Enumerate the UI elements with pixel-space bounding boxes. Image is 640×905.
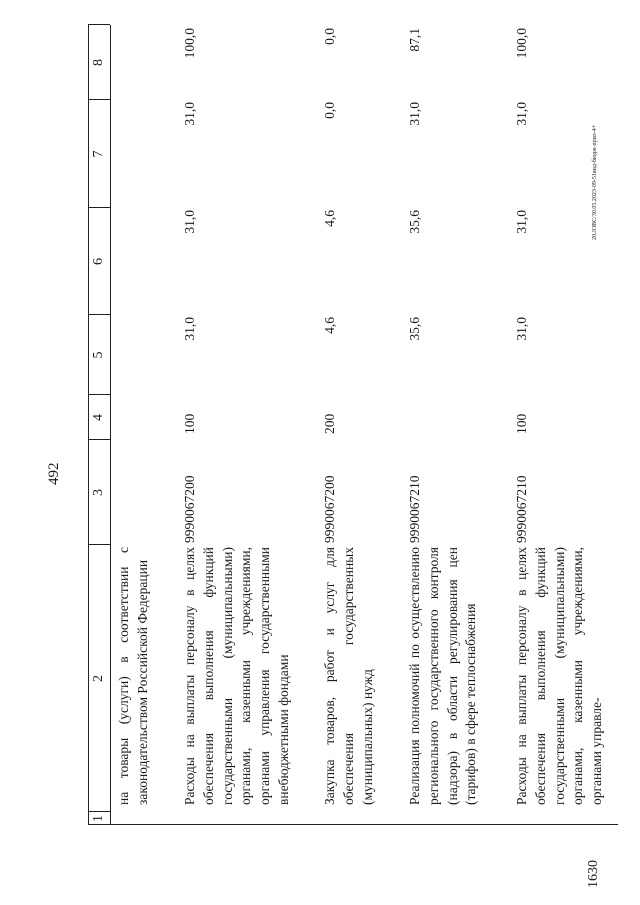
table-row-2-code: 9990067200 bbox=[322, 475, 337, 543]
header-col-5: 5 bbox=[91, 351, 106, 359]
table-row-2-col7: 0,0 bbox=[322, 102, 337, 119]
header-col-4: 4 bbox=[91, 414, 106, 421]
side-page-number: 1630 bbox=[586, 860, 601, 888]
header-col-1: 1 bbox=[91, 815, 106, 822]
table-row-4-col8: 100,0 bbox=[514, 28, 529, 59]
table-row-1-name: Расходы на выплаты персоналу в целях обеспечения выполнения функций государственными (муниципальными) органами, казенными учреждениями, органами управления государственными внебюджетными фондами bbox=[182, 547, 291, 805]
header-col-2: 2 bbox=[91, 675, 106, 682]
table-row-3-col7: 31,0 bbox=[407, 102, 422, 126]
table-row-3-code: 9990067210 bbox=[407, 475, 422, 543]
table-row-1-col8: 100,0 bbox=[182, 28, 197, 59]
table-row-4-col5: 31,0 bbox=[514, 317, 529, 341]
table-row-3-col5: 35,6 bbox=[407, 317, 422, 341]
table-row-4-col6: 31,0 bbox=[514, 210, 529, 234]
header-col-8: 8 bbox=[91, 59, 106, 66]
table-row-1-col6: 31,0 bbox=[182, 210, 197, 234]
table-row-4-name: Расходы на выплаты персоналу в целях обеспечения выполнения функций государственными (муниципальными) органами, казенными учреждениями, органами управле- bbox=[514, 547, 605, 805]
header-col-6: 6 bbox=[91, 258, 106, 265]
table-row-4-col7: 31,0 bbox=[514, 102, 529, 126]
header-bottom-border bbox=[110, 25, 111, 825]
table-row-0-name: на товары (услуги) в соответствии с законодательством Российской Федерации bbox=[116, 547, 150, 805]
header-col-7: 7 bbox=[91, 150, 106, 158]
table-row-2-col8: 0,0 bbox=[322, 28, 337, 45]
table-row-2-name: Закупка товаров, работ и услуг для обеспечения государственных (муниципальных) нужд bbox=[322, 547, 375, 805]
rotated-budget-page bbox=[18, 25, 618, 888]
col-border-0 bbox=[88, 824, 618, 825]
table-row-2-col6: 4,6 bbox=[322, 210, 337, 227]
table-row-3-col6: 35,6 bbox=[407, 210, 422, 234]
table-row-3-name: Реализация полномочий по осуществлению регионального государственного контроля (надзора) в области регулирования цен (тарифов) в сфере теплоснабжения bbox=[407, 547, 479, 805]
page-number: 492 bbox=[46, 462, 62, 485]
table-row-1-vr: 100 bbox=[182, 413, 197, 434]
table-row-2-col5: 4,6 bbox=[322, 317, 337, 334]
table-row-4-code: 9990067210 bbox=[514, 475, 529, 543]
table-row-1-code: 9990067200 bbox=[182, 475, 197, 543]
document-code: 20.JOBC/30.05.2023-09-51вид-бюдж-прил-4+ bbox=[592, 124, 598, 240]
table-row-3-col8: 87,1 bbox=[407, 28, 422, 52]
table-row-1-col5: 31,0 bbox=[182, 317, 197, 341]
table-row-1-col7: 31,0 bbox=[182, 102, 197, 126]
table-row-4-vr: 100 bbox=[514, 413, 529, 434]
header-col-3: 3 bbox=[91, 489, 106, 496]
table-row-2-vr: 200 bbox=[322, 413, 337, 434]
